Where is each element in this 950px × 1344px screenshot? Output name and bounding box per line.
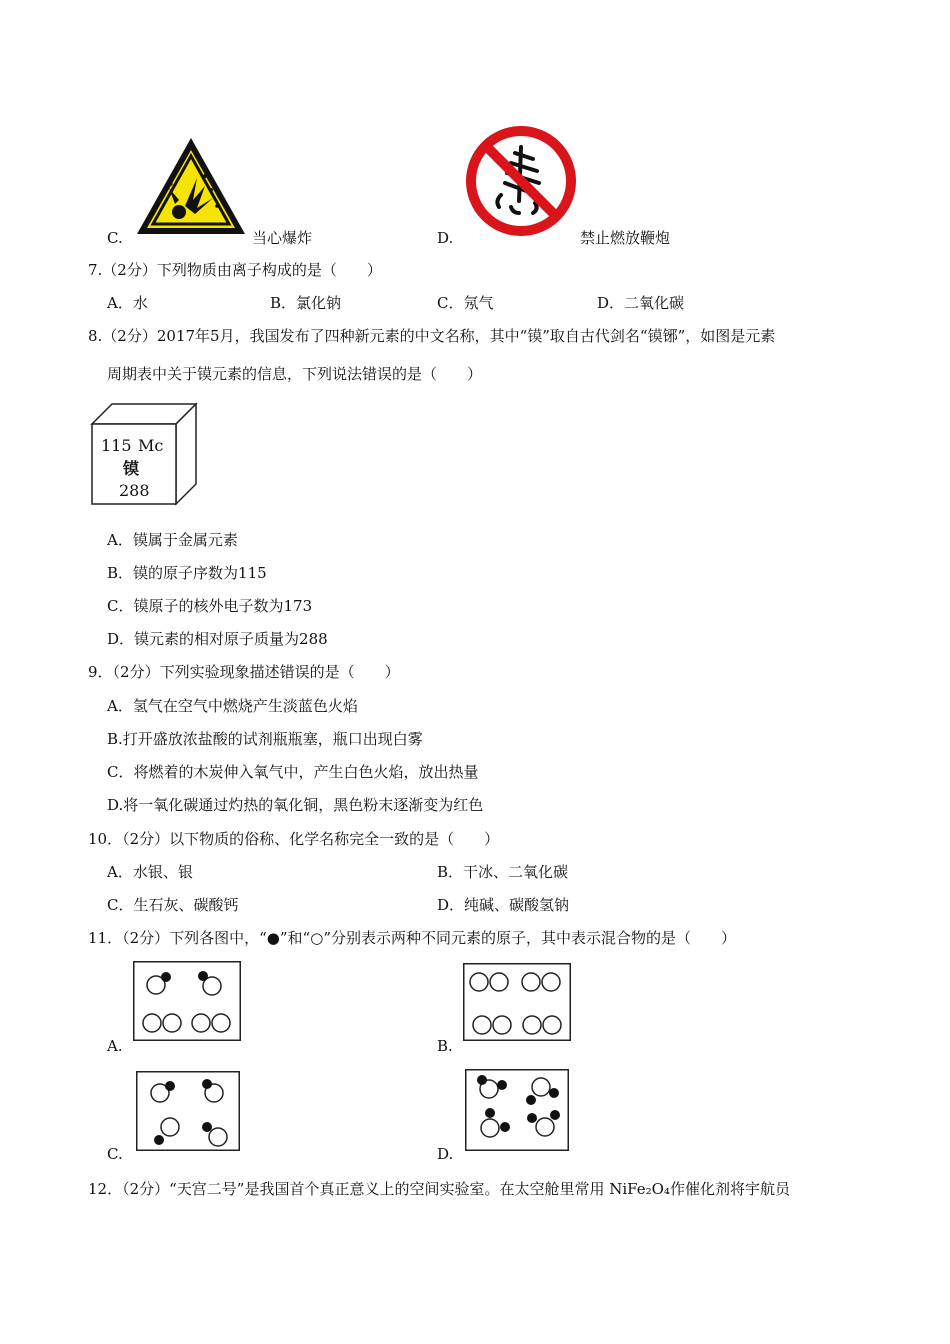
question-9-stem: 9．（2分）下列实验现象描述错误的是（ ） [88,663,400,681]
element-symbol: Mc [138,436,164,455]
question-10-option-b: B．干冰、二氧化碳 [437,863,569,881]
question-8-option-c: C．镆原子的核外电子数为173 [107,597,313,615]
question-10-option-d: D．纯碱、碳酸氢钠 [437,896,570,914]
option-label-11b: B. [437,1037,453,1055]
option-label-11a: A. [107,1037,123,1055]
question-9-option-b: B.打开盛放浓盐酸的试剂瓶瓶塞，瓶口出现白雾 [107,730,423,748]
question-9-option-a: A．氢气在空气中燃烧产生淡蓝色火焰 [107,697,358,715]
question-8-stem-line2: 周期表中关于镆元素的信息，下列说法错误的是（ ） [107,365,483,383]
question-7-option-a: A．水 [107,294,148,312]
molecule-diagram-c [136,1071,240,1151]
question-10-stem: 10．（2分）以下物质的俗称、化学名称完全一致的是（ ） [88,830,500,848]
question-7-option-b: B．氯化钠 [270,294,342,312]
option-label-11d: D. [437,1145,454,1163]
option-c-caption: 当心爆炸 [252,229,313,247]
element-name: 镆 [123,459,140,478]
question-10-option-c: C．生石灰、碳酸钙 [107,896,239,914]
option-d-caption: 禁止燃放鞭炮 [580,229,671,247]
question-7-stem: 7.（2分）下列物质由离子构成的是（ ） [88,261,382,279]
question-9-option-d: D.将一氧化碳通过灼热的氧化铜，黑色粉末逐渐变为红色 [107,796,484,814]
question-12-stem: 12．（2分）“天宫二号”是我国首个真正意义上的空间实验室。在太空舱里常用 NiFe₂O₄作催化剂将宇航员 [88,1180,790,1198]
question-10-option-a: A．水银、银 [107,863,193,881]
no-firecrackers-icon [465,125,577,237]
question-11-stem: 11．（2分）下列各图中，“●”和“○”分别表示两种不同元素的原子，其中表示混合物的是（ ） [88,929,736,947]
question-7-option-d: D．二氧化碳 [597,294,685,312]
question-7-option-c: C．氖气 [437,294,494,312]
molecule-diagram-d [465,1069,569,1151]
explosion-warning-icon [135,136,247,236]
question-9-option-c: C．将燃着的木炭伸入氧气中，产生白色火焰，放出热量 [107,763,479,781]
element-atomic-number: 115 [101,436,132,455]
molecule-diagram-a [133,961,241,1041]
option-label-d: D. [437,229,454,247]
question-8-option-d: D．镆元素的相对原子质量为288 [107,630,328,648]
element-atomic-mass: 288 [119,481,150,500]
question-8-option-b: B．镆的原子序数为115 [107,564,267,582]
question-8-stem-line1: 8.（2分）2017年5月，我国发布了四种新元素的中文名称，其中“镆”取自古代剑名“镆铘”，如图是元素 [88,327,776,345]
option-label-11c: C. [107,1145,123,1163]
molecule-diagram-b [463,963,571,1041]
question-8-option-a: A．镆属于金属元素 [107,531,238,549]
option-label-c: C. [107,229,123,247]
